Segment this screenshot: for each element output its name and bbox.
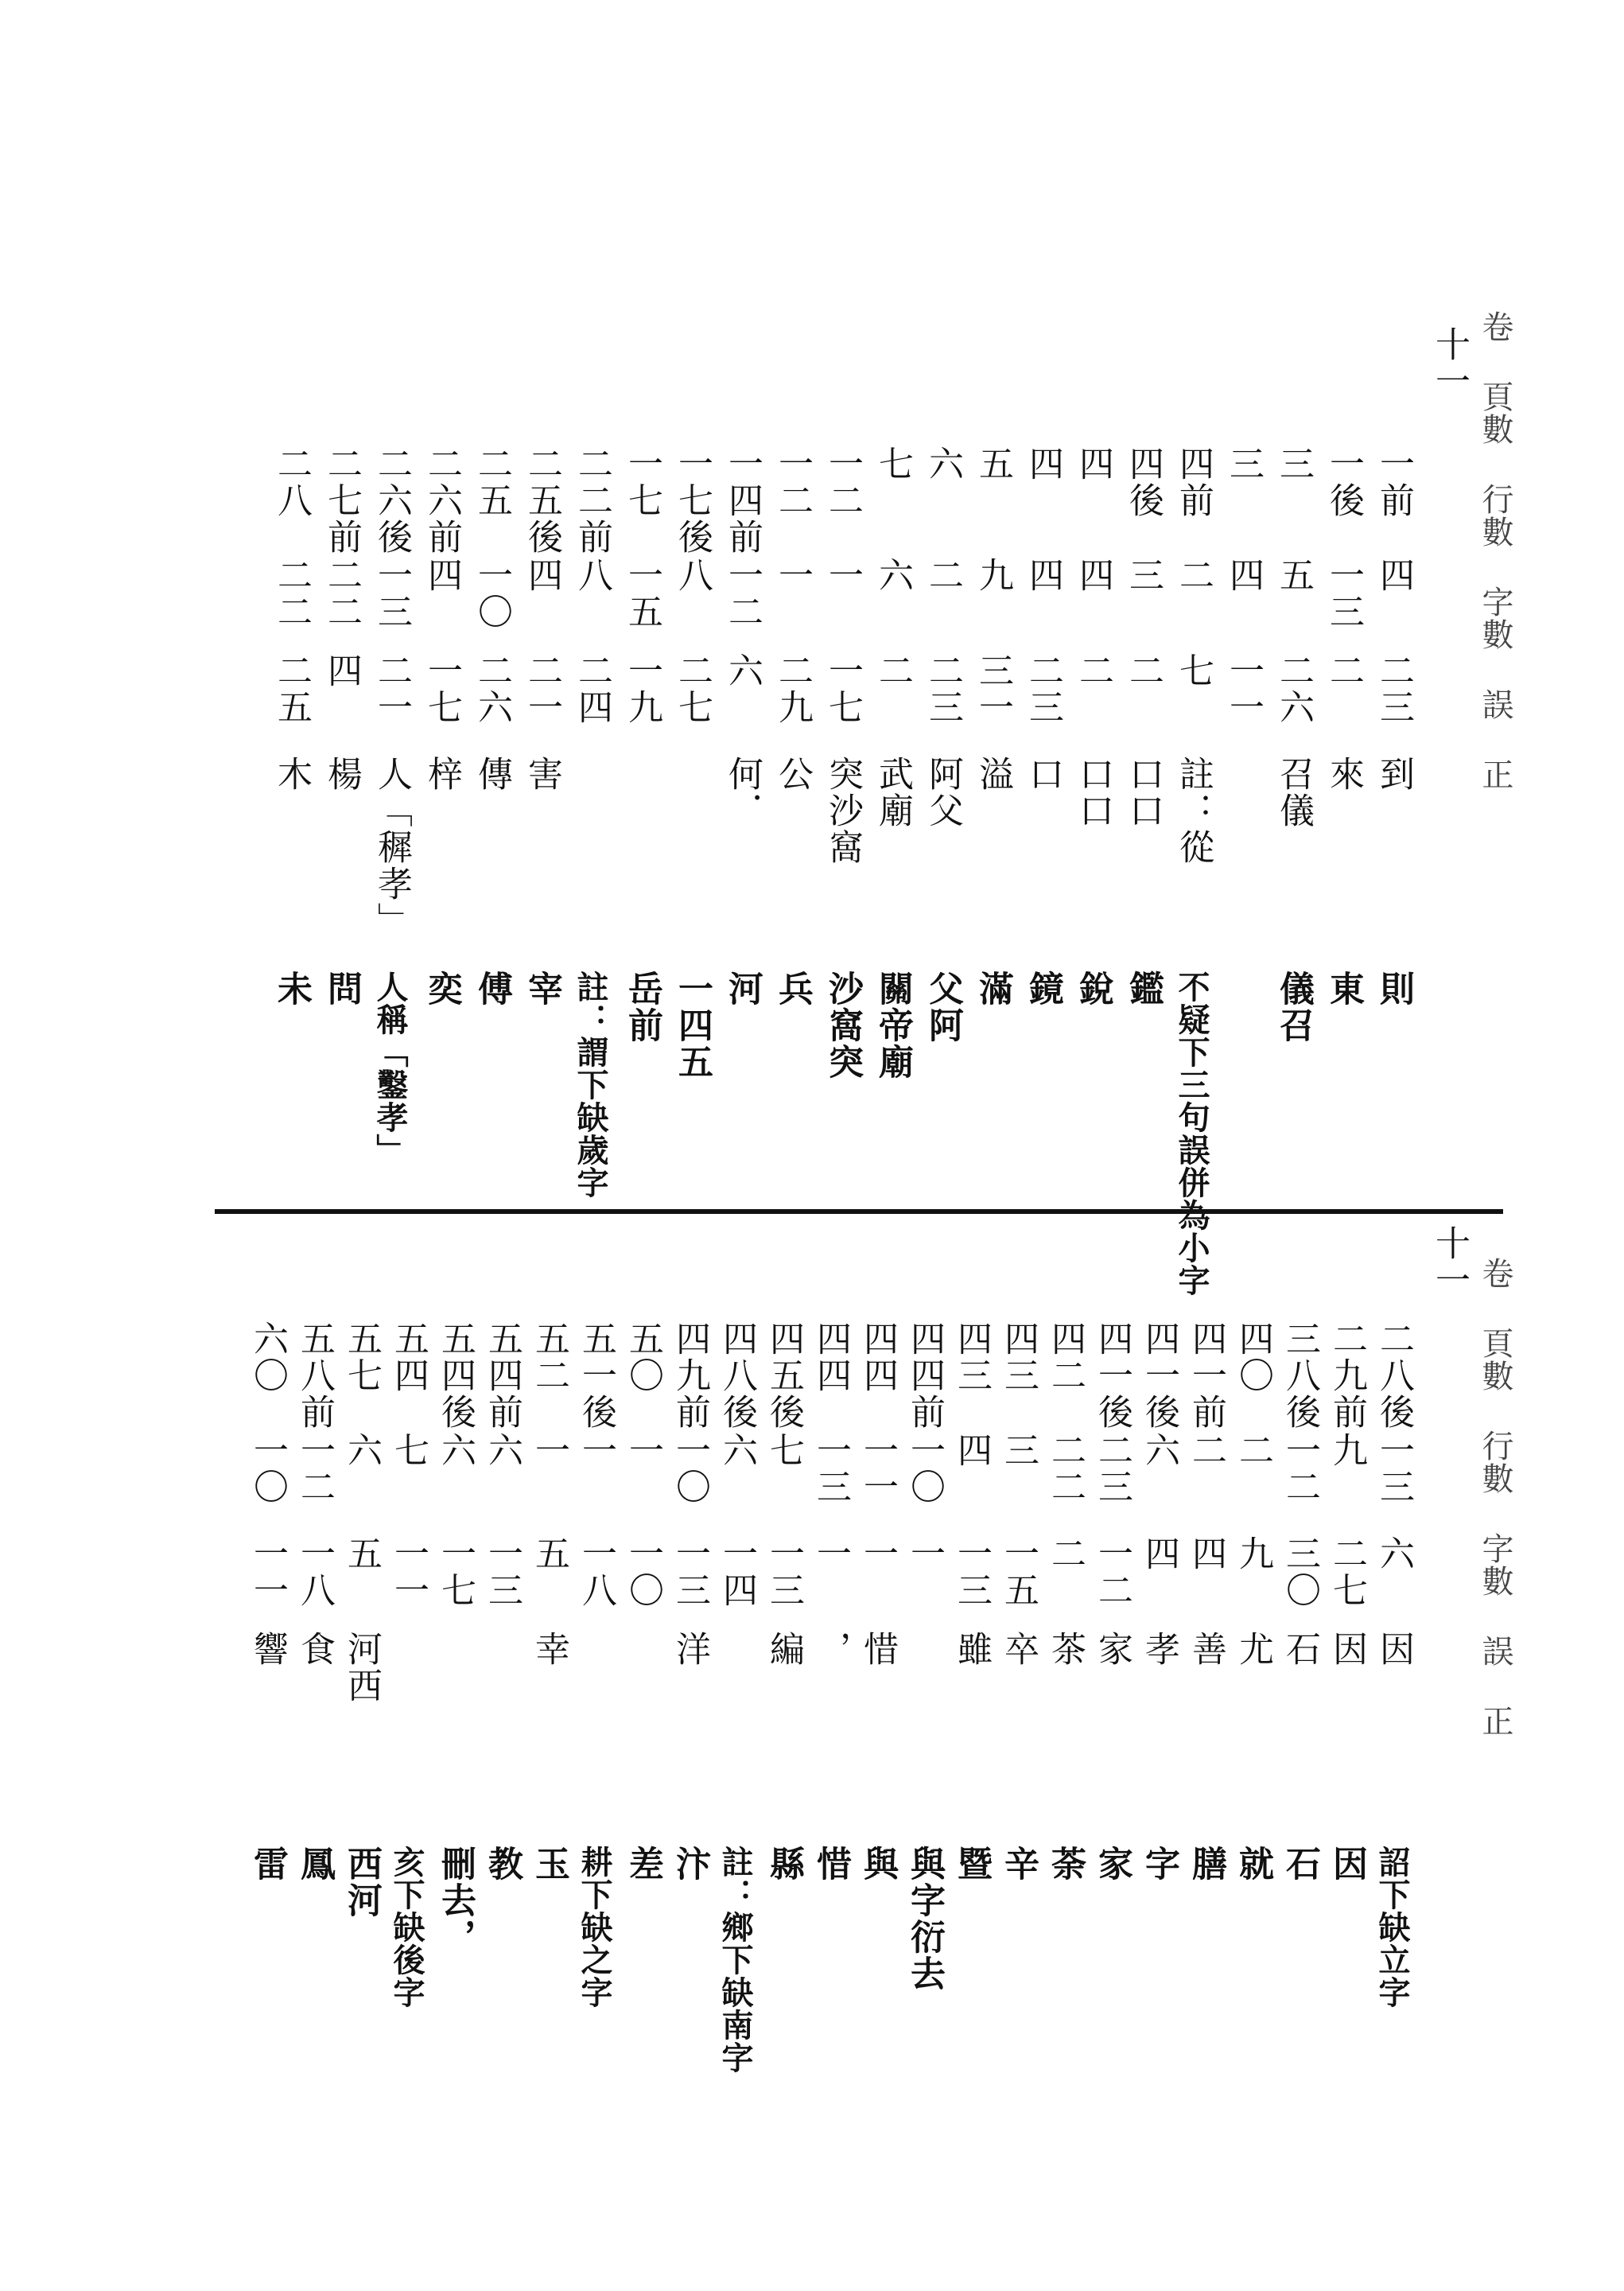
top-row-page: 一四前	[722, 445, 763, 555]
bottom-row-wrong: 因	[1373, 1631, 1414, 1667]
bottom-row-wrong: 茶	[1045, 1631, 1086, 1667]
top-row-line: 二二	[271, 557, 312, 630]
top-row-page: 一七後	[672, 445, 713, 555]
bottom-row-char: 一〇	[623, 1535, 663, 1608]
bottom-row-right: 與字衍去	[904, 1846, 945, 1992]
bottom-row-line: 一	[576, 1432, 616, 1468]
bottom-row-wrong: 雖	[951, 1631, 992, 1667]
top-row-wrong: 何．	[722, 756, 763, 829]
top-row-line: 一三	[371, 557, 412, 630]
top-row-line: 九	[973, 557, 1013, 593]
bottom-row-wrong: 洋	[670, 1631, 710, 1667]
bottom-row-line: 二二	[1045, 1432, 1086, 1505]
bottom-row-char: 六	[1373, 1535, 1414, 1572]
bottom-row-char: 四	[1186, 1535, 1226, 1572]
bottom-row-line: 七	[763, 1432, 804, 1468]
bottom-row-page: 四九前	[670, 1321, 710, 1430]
top-row-wrong: 公	[772, 756, 813, 792]
bottom-volume-number: 十一	[1429, 1225, 1470, 1298]
bottom-row-page: 五四前	[482, 1321, 523, 1430]
bottom-row-char: 一	[810, 1535, 851, 1572]
top-row-right: 河	[722, 970, 763, 1007]
bottom-header-label: 卷 頁數 行數 字數 誤 正	[1477, 1257, 1513, 1737]
bottom-row-wrong: 尤	[1233, 1631, 1273, 1667]
bottom-row-page: 五七	[341, 1321, 382, 1394]
bottom-row-line: 一一	[857, 1432, 898, 1505]
top-row-wrong: 人「穉孝」	[371, 756, 412, 939]
top-row-page: 二五後	[522, 445, 562, 555]
top-row-right: 鏡	[1023, 970, 1063, 1007]
bottom-row-page: 五〇	[623, 1321, 663, 1394]
top-row-line: 五	[1273, 557, 1314, 593]
top-row-page: 一七	[622, 445, 662, 519]
top-row-line: 四	[422, 557, 462, 593]
bottom-row-right: 詔下缺立字	[1373, 1846, 1411, 2009]
top-row-right: 滿	[973, 970, 1013, 1007]
bottom-row-char: 一五	[998, 1535, 1039, 1608]
top-row-line: 一〇	[472, 557, 512, 630]
top-row-wrong: 召儀	[1273, 756, 1314, 829]
bottom-row-line: 一〇	[670, 1432, 710, 1505]
top-row-wrong: 口	[1023, 756, 1063, 792]
top-row-page: 六	[923, 445, 963, 482]
top-row-right: 銳	[1073, 970, 1113, 1007]
bottom-row-wrong: 食	[294, 1631, 335, 1667]
bottom-row-line: 六	[482, 1432, 523, 1468]
bottom-row-line: 六	[435, 1432, 476, 1468]
bottom-row-char: 一八	[294, 1535, 335, 1608]
top-row-wrong: 害	[522, 756, 562, 792]
top-row-char: 二四	[572, 652, 612, 725]
bottom-row-line: 六	[1139, 1432, 1179, 1468]
bottom-row-page: 四四	[810, 1321, 851, 1394]
top-row-right: 人稱「鑿孝」	[371, 970, 409, 1166]
top-row-char: 二一	[522, 652, 562, 725]
top-row-page: 一前	[1373, 445, 1414, 519]
top-row-page: 五	[973, 445, 1013, 482]
top-row-line: 一二	[722, 557, 763, 630]
bottom-row-page: 五四	[388, 1321, 429, 1394]
top-row-page: 四	[1073, 445, 1113, 482]
top-row-wrong: 口口	[1123, 756, 1164, 829]
bottom-row-line: 七	[388, 1432, 429, 1468]
top-row-wrong: 突沙窩	[822, 756, 863, 865]
bottom-row-line: 一三	[1373, 1432, 1414, 1505]
top-row-wrong: 木	[271, 756, 312, 792]
top-row-char: 二七	[672, 652, 713, 725]
bottom-row-char: 四	[1139, 1535, 1179, 1572]
top-row-line: 一	[772, 557, 813, 593]
bottom-row-page: 二九前	[1327, 1321, 1367, 1430]
bottom-row-right: 辛	[998, 1846, 1039, 1882]
bottom-row-wrong: ，	[810, 1631, 851, 1667]
top-row-line: 一	[822, 557, 863, 593]
bottom-row-line: 一〇	[247, 1432, 288, 1505]
top-row-page: 二六後	[371, 445, 412, 555]
bottom-row-page: 五一後	[576, 1321, 616, 1430]
bottom-row-page: 四四	[857, 1321, 898, 1394]
top-row-right: 問	[321, 970, 362, 1007]
bottom-row-page: 四八後	[717, 1321, 757, 1430]
top-row-right: 關帝廟	[872, 970, 913, 1080]
top-row-page: 一二	[822, 445, 863, 519]
bottom-row-right: 家	[1092, 1846, 1133, 1882]
bottom-row-right: 差	[623, 1846, 663, 1882]
bottom-row-char: 二七	[1327, 1535, 1367, 1608]
bottom-row-page: 四一前	[1186, 1321, 1226, 1430]
top-row-wrong: 溢	[973, 756, 1013, 792]
top-row-right: 則	[1373, 970, 1414, 1007]
top-row-right: 沙窩突	[822, 970, 863, 1080]
bottom-row-line: 六	[341, 1432, 382, 1468]
bottom-row-line: 三	[998, 1432, 1039, 1468]
bottom-row-right: 亥下缺後字	[388, 1846, 425, 2009]
bottom-row-right: 鳳	[294, 1846, 335, 1882]
top-row-char: 二六	[1273, 652, 1314, 725]
bottom-row-page: 四一後	[1092, 1321, 1133, 1430]
top-row-char: 二	[872, 652, 913, 689]
bottom-row-page: 四〇	[1233, 1321, 1273, 1394]
bottom-row-char: 一七	[435, 1535, 476, 1608]
bottom-row-right: 惜	[810, 1846, 851, 1882]
bottom-row-wrong: 卒	[998, 1631, 1039, 1667]
top-row-char: 二	[1073, 652, 1113, 689]
top-row-right: 奕	[422, 970, 462, 1007]
bottom-row-page: 二八後	[1373, 1321, 1414, 1430]
bottom-row-line: 一	[623, 1432, 663, 1468]
bottom-row-right: 荼	[1045, 1846, 1086, 1882]
top-row-char: 二三	[1023, 652, 1063, 725]
top-row-line: 三	[1123, 557, 1164, 593]
bottom-row-char: 一三	[763, 1535, 804, 1608]
top-row-char: 七	[1173, 652, 1214, 689]
bottom-row-right: 就	[1233, 1846, 1273, 1882]
bottom-row-page: 五八前	[294, 1321, 335, 1430]
bottom-row-page: 四一後	[1139, 1321, 1179, 1430]
top-row-char: 二	[1323, 652, 1364, 689]
bottom-row-char: 五	[529, 1535, 569, 1572]
top-row-page: 四後	[1123, 445, 1164, 519]
bottom-row-right: 教	[482, 1846, 523, 1882]
top-row-page: 二七前	[321, 445, 362, 555]
top-row-char: 一七	[422, 652, 462, 725]
bottom-row-page: 五四後	[435, 1321, 476, 1430]
top-row-line: 一三	[1323, 557, 1364, 630]
bottom-row-wrong: 家	[1092, 1631, 1133, 1667]
top-row-char: 一九	[622, 652, 662, 725]
bottom-row-right: 刪去，	[435, 1846, 476, 1955]
bottom-row-char: 一四	[717, 1535, 757, 1608]
bottom-row-char: 一	[857, 1535, 898, 1572]
top-row-right: 註：謂下缺歲字	[572, 970, 609, 1199]
top-row-right: 宰	[522, 970, 562, 1007]
top-row-char: 二一	[371, 652, 412, 725]
bottom-row-wrong: 石	[1280, 1631, 1320, 1667]
top-row-char: 六	[722, 652, 763, 689]
top-row-wrong: 傳	[472, 756, 512, 792]
top-row-right: 一四五	[672, 970, 713, 1080]
top-row-right: 兵	[772, 970, 813, 1007]
bottom-row-right: 石	[1280, 1846, 1320, 1882]
bottom-row-page: 四四前	[904, 1321, 945, 1430]
top-row-right: 未	[271, 970, 312, 1007]
top-row-line: 四	[1223, 557, 1264, 593]
bottom-row-char: 九	[1233, 1535, 1273, 1572]
top-row-page: 二六前	[422, 445, 462, 555]
bottom-row-right: 暨	[951, 1846, 992, 1882]
top-row-page: 二五	[472, 445, 512, 519]
top-row-page: 三	[1273, 445, 1314, 482]
bottom-row-page: 四三	[951, 1321, 992, 1394]
top-row-wrong: 梓	[422, 756, 462, 792]
top-row-line: 四	[1373, 557, 1414, 593]
bottom-row-char: 一一	[247, 1535, 288, 1608]
top-row-wrong: 武廟	[872, 756, 913, 829]
bottom-row-wrong: 河西	[341, 1631, 382, 1704]
top-row-line: 四	[1073, 557, 1113, 593]
top-row-page: 一二	[772, 445, 813, 519]
top-row-line: 四	[522, 557, 562, 593]
top-row-page: 二八	[271, 445, 312, 519]
bottom-row-right: 縣	[763, 1846, 804, 1882]
bottom-row-right: 雷	[247, 1846, 288, 1882]
bottom-row-line: 一二	[1280, 1432, 1320, 1505]
top-row-right: 儀召	[1273, 970, 1314, 1044]
top-row-line: 六	[872, 557, 913, 593]
top-row-page: 三	[1223, 445, 1264, 482]
bottom-row-char: 一一	[388, 1535, 429, 1608]
bottom-row-wrong: 善	[1186, 1631, 1226, 1667]
top-row-page: 二二前	[572, 445, 612, 555]
bottom-row-wrong: 幸	[529, 1631, 569, 1667]
bottom-row-char: 一三	[951, 1535, 992, 1608]
bottom-row-line: 一三	[810, 1432, 851, 1505]
top-row-line: 四	[1023, 557, 1063, 593]
bottom-row-page: 六〇	[247, 1321, 288, 1394]
top-row-right: 父阿	[923, 970, 963, 1044]
bottom-row-page: 三八後	[1280, 1321, 1320, 1430]
bottom-row-page: 四五後	[763, 1321, 804, 1430]
bottom-row-right: 字	[1139, 1846, 1179, 1882]
bottom-row-line: 一〇	[904, 1432, 945, 1505]
top-row-wrong: 到	[1373, 756, 1414, 792]
top-row-right: 鑑	[1123, 970, 1164, 1007]
top-row-wrong: 阿父	[923, 756, 963, 829]
bottom-row-line: 二	[1186, 1432, 1226, 1468]
bottom-row-wrong: 響	[247, 1631, 288, 1667]
top-row-line: 二	[923, 557, 963, 593]
bottom-row-right: 膳	[1186, 1846, 1226, 1882]
bottom-row-page: 四二	[1045, 1321, 1086, 1394]
bottom-row-right: 汴	[670, 1846, 710, 1882]
bottom-row-char: 二	[1045, 1535, 1086, 1572]
bottom-row-right: 玉	[529, 1846, 569, 1882]
top-row-line: 二	[1173, 557, 1214, 593]
top-row-char: 二六	[472, 652, 512, 725]
top-row-page: 一後	[1323, 445, 1364, 519]
bottom-row-char: 一	[904, 1535, 945, 1572]
bottom-row-char: 五	[341, 1535, 382, 1572]
bottom-row-char: 一三	[670, 1535, 710, 1608]
bottom-row-char: 一二	[1092, 1535, 1133, 1608]
top-row-line: 八	[672, 557, 713, 593]
bottom-row-char: 三〇	[1280, 1535, 1320, 1608]
top-row-wrong: 來	[1323, 756, 1364, 792]
bottom-row-char: 一三	[482, 1535, 523, 1608]
bottom-row-line: 二	[1233, 1432, 1273, 1468]
bottom-row-wrong: 惜	[857, 1631, 898, 1667]
bottom-row-line: 一	[529, 1432, 569, 1468]
bottom-row-right: 因	[1327, 1846, 1367, 1882]
bottom-row-wrong: 因	[1327, 1631, 1367, 1667]
bottom-row-line: 六	[717, 1432, 757, 1468]
top-row-line: 八	[572, 557, 612, 593]
bottom-row-line: 九	[1327, 1432, 1367, 1468]
bottom-row-wrong: 孝	[1139, 1631, 1179, 1667]
bottom-row-right: 西河	[341, 1846, 382, 1919]
bottom-row-page: 四三	[998, 1321, 1039, 1394]
bottom-row-line: 四	[951, 1432, 992, 1468]
top-row-right: 東	[1323, 970, 1364, 1007]
top-row-char: 二三	[1373, 652, 1414, 725]
top-row-char: 三一	[973, 652, 1013, 725]
bottom-row-right: 與	[857, 1846, 898, 1882]
bottom-row-line: 一二	[294, 1432, 335, 1505]
top-row-char: 一一	[1223, 652, 1264, 725]
top-row-page: 七	[872, 445, 913, 482]
top-row-char: 二三	[923, 652, 963, 725]
top-row-char: 二	[1123, 652, 1164, 689]
top-row-wrong: 楊	[321, 756, 362, 792]
top-row-right: 傅	[472, 970, 512, 1007]
top-row-line: 二二	[321, 557, 362, 630]
top-row-page: 四前	[1173, 445, 1214, 519]
top-volume-number: 十一	[1429, 326, 1470, 399]
top-row-char: 二五	[271, 652, 312, 725]
top-header-label: 卷 頁數 行數 字數 誤 正	[1477, 310, 1513, 791]
top-row-char: 一七	[822, 652, 863, 725]
section-divider	[215, 1209, 1503, 1214]
top-row-page: 四	[1023, 445, 1063, 482]
top-row-line: 一五	[622, 557, 662, 630]
bottom-row-page: 五二	[529, 1321, 569, 1394]
bottom-row-line: 二三	[1092, 1432, 1133, 1505]
top-row-char: 四	[321, 652, 362, 689]
bottom-row-right: 註：鄉下缺南字	[717, 1846, 754, 2074]
bottom-row-char: 一八	[576, 1535, 616, 1608]
bottom-row-right: 耕下缺之字	[576, 1846, 613, 2009]
bottom-row-wrong: 編	[763, 1631, 804, 1667]
top-row-right: 岳前	[622, 970, 662, 1044]
top-row-right: 不疑下三句誤併為小字	[1173, 970, 1210, 1297]
top-row-wrong: 註：從	[1173, 756, 1214, 865]
top-row-wrong: 口口	[1073, 756, 1113, 829]
top-row-char: 二九	[772, 652, 813, 725]
